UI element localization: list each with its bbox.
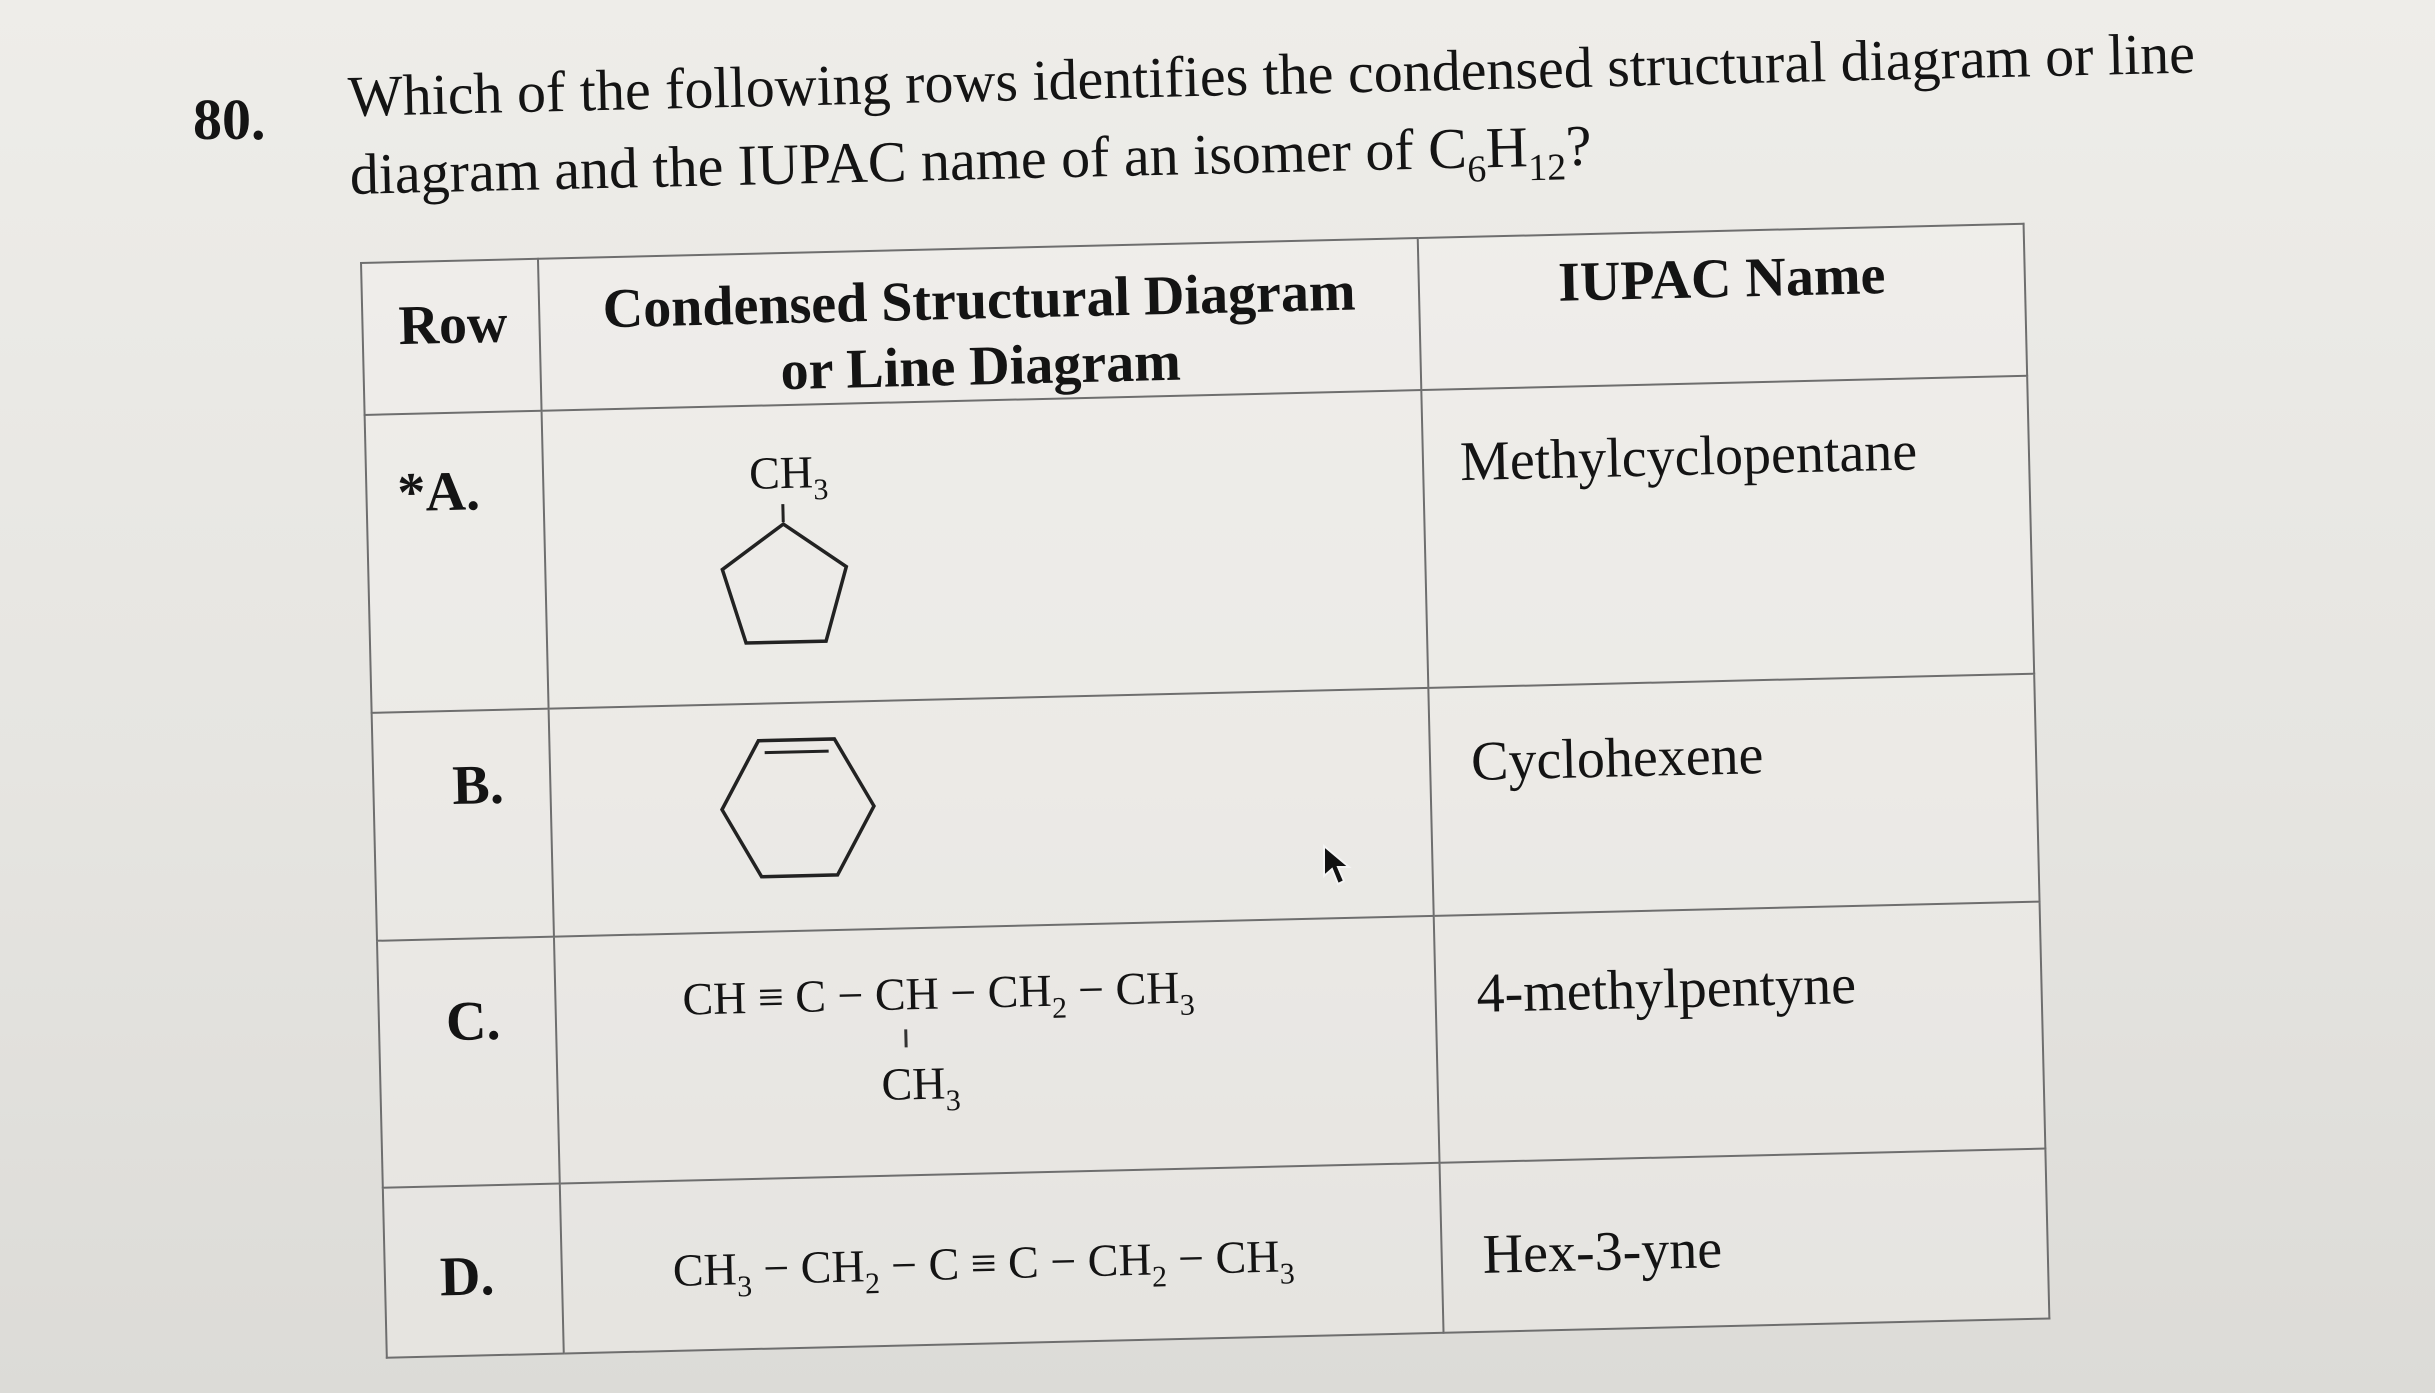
iupac-name: Methylcyclopentane	[1459, 420, 1918, 494]
branch-ch: CH	[880, 1057, 947, 1110]
header-row-cell	[361, 259, 542, 415]
branch-methyl	[881, 1056, 961, 1120]
row-label: B.	[451, 753, 505, 817]
formula-sub: 3	[736, 1270, 753, 1304]
question-line-2-text: diagram and the IUPAC name of an isomer of C	[348, 115, 1468, 207]
name-cell	[1434, 902, 2046, 1163]
formula-sub: 3	[1179, 988, 1196, 1022]
row-label-cell	[377, 937, 560, 1188]
formula-subscript-6: 6	[1466, 148, 1487, 191]
formula-part: − C ≡ C − CH	[878, 1233, 1153, 1292]
methylcyclopentane-diagram	[543, 391, 1428, 710]
row-label: D.	[439, 1245, 496, 1309]
diagram-cell	[542, 390, 1429, 709]
condensed-formula-main	[682, 961, 1195, 1035]
answer-table	[360, 223, 2050, 1359]
cyclohexene-diagram	[550, 689, 1433, 938]
condensed-formula-hex-3-yne	[672, 1229, 1295, 1306]
question-line-1: Which of the following rows identifies the condensed structural diagram or line	[347, 20, 2196, 129]
iupac-name: 4-methylpentyne	[1475, 953, 1857, 1025]
row-label-cell	[372, 709, 554, 941]
formula-sub: 3	[1279, 1257, 1296, 1291]
diagram-cell	[549, 688, 1434, 937]
cyclohexene-ring	[720, 738, 875, 878]
branch-bond	[904, 1029, 907, 1047]
header-diagram-cell	[538, 238, 1421, 411]
formula-h: H	[1485, 114, 1529, 181]
methyl-ch: CH	[748, 446, 814, 499]
iupac-name: Hex-3-yne	[1481, 1218, 1723, 1286]
double-bond-line	[765, 751, 829, 753]
formula-part: − CH	[1065, 961, 1180, 1016]
question-number: 80.	[193, 87, 266, 152]
iupac-name: Cyclohexene	[1470, 724, 1765, 793]
diagram-cell	[560, 1163, 1444, 1354]
branch-sub: 3	[945, 1084, 962, 1118]
question-text	[347, 11, 2351, 235]
mouse-pointer-icon	[1322, 844, 1352, 893]
row-label-cell	[365, 411, 549, 713]
name-cell	[1440, 1149, 2050, 1333]
row-label: *A.	[396, 460, 481, 525]
formula-sub: 2	[1151, 1260, 1168, 1294]
formula-part: CH ≡ C − CH − CH	[681, 964, 1053, 1025]
table-row	[365, 376, 2035, 713]
header-diagram-label	[539, 239, 1420, 410]
methyl-sub: 3	[813, 473, 829, 507]
answer-table-wrapper	[360, 223, 2050, 1359]
formula-part: − CH	[1165, 1230, 1280, 1285]
cyclopentane-ring	[721, 523, 848, 644]
table-row	[372, 674, 2040, 941]
name-cell	[1428, 674, 2039, 916]
question-mark: ?	[1564, 112, 1593, 179]
diagram-cell	[554, 916, 1440, 1184]
header-diagram-line-1: Condensed Structural Diagram	[601, 260, 1357, 341]
methyl-label-text	[748, 446, 828, 508]
row-label: C.	[445, 989, 502, 1054]
header-diagram-line-2: or Line Diagram	[779, 330, 1182, 403]
formula-sub: 2	[864, 1267, 881, 1301]
formula-part: CH	[672, 1243, 738, 1296]
row-label-cell	[383, 1184, 564, 1358]
formula-part: − CH	[751, 1240, 866, 1295]
formula-subscript-12: 12	[1527, 146, 1567, 190]
table-row	[377, 902, 2045, 1188]
header-name-label: IUPAC Name	[1557, 244, 1887, 314]
header-row-label: Row	[397, 292, 509, 358]
formula-sub: 2	[1051, 991, 1068, 1025]
name-cell	[1421, 376, 2034, 688]
header-name-cell	[1418, 224, 2027, 390]
